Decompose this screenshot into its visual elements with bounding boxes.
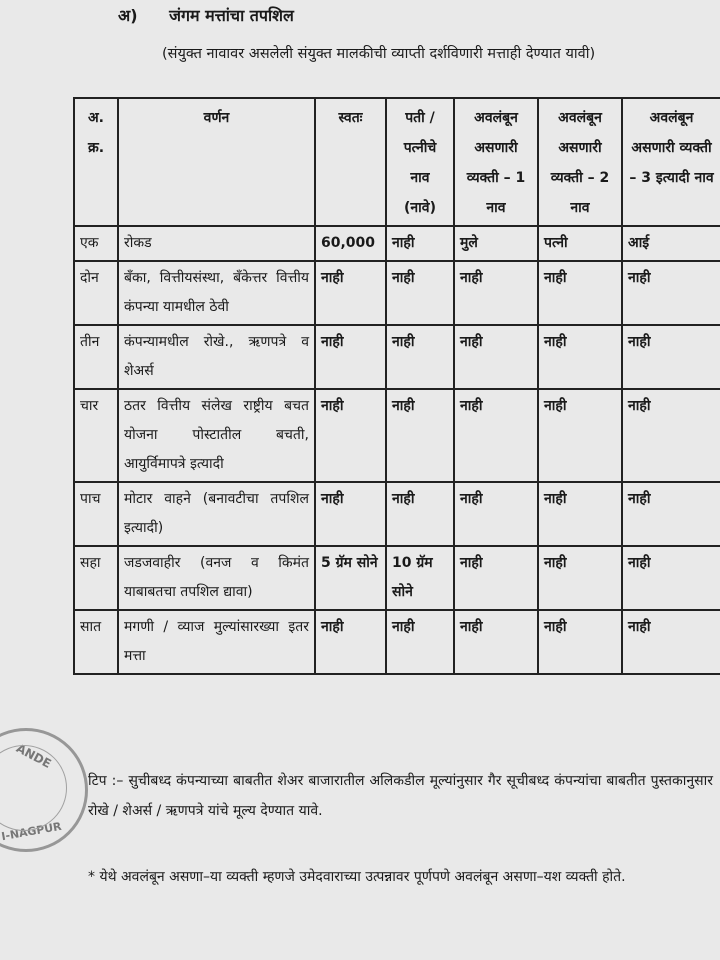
cell-self: नाही [315, 482, 386, 546]
cell-description: जडजवाहीर (वनज व किमंत याबाबतचा तपशिल द्यावा) [118, 546, 315, 610]
cell-description: ठतर वित्तीय संलेख राष्ट्रीय बचत योजना पोस्टातील बचती, आयुर्विमापत्रे इत्यादी [118, 389, 315, 482]
cell-dependent-3: नाही [622, 610, 720, 674]
cell-description: बँका, वित्तीयसंस्था, बँकेत्तर वित्तीय कंपन्या यामधील ठेवी [118, 261, 315, 325]
header-dependent-1: अवलंबून असणारी व्यक्ती – 1 नाव [454, 98, 538, 226]
cell-dependent-3: नाही [622, 325, 720, 389]
cell-dependent-2: नाही [538, 610, 622, 674]
cell-dependent-2: नाही [538, 389, 622, 482]
cell-dependent-2: नाही [538, 325, 622, 389]
cell-description: रोकड [118, 226, 315, 261]
cell-description: मगणी / व्याज मुल्यांसारख्या इतर मत्ता [118, 610, 315, 674]
cell-spouse: नाही [386, 261, 454, 325]
section-subtitle: (संयुक्त नावावर असलेली संयुक्त मालकीची व्याप्ती दर्शविणारी मत्ताही देण्यात यावी) [162, 46, 596, 62]
cell-spouse: नाही [386, 325, 454, 389]
cell-dependent-1: नाही [454, 610, 538, 674]
cell-dependent-3: नाही [622, 546, 720, 610]
cell-dependent-2: नाही [538, 261, 622, 325]
section-title: जंगम मत्तांचा तपशिल [169, 6, 294, 25]
official-stamp [0, 728, 88, 852]
table-header-row [74, 98, 720, 226]
cell-self: नाही [315, 325, 386, 389]
cell-self: नाही [315, 389, 386, 482]
cell-serial: तीन [74, 325, 118, 389]
cell-serial: दोन [74, 261, 118, 325]
cell-dependent-1: नाही [454, 325, 538, 389]
cell-dependent-1: नाही [454, 546, 538, 610]
footnote: * येथे अवलंबून असणा–या व्यक्ती म्हणजे उमेदवाराच्या उत्पन्नावर पूर्णपणे अवलंबून असणा–यश व्यक्ती होते. [88, 869, 626, 885]
cell-dependent-3: नाही [622, 261, 720, 325]
tip-note: टिप :– सुचीबध्द कंपन्याच्या बाबतीत शेअर बाजारातील अलिकडील मूल्यांनुसार गैर सूचीबध्द कंपन्यांचा बाबतीत पुस्तकानुसार रोखे / शेअर्स / ऋणपत्रे यांचे मूल्य देण्यात यावे. [88, 773, 713, 819]
cell-spouse: नाही [386, 610, 454, 674]
header-dependent-3: अवलंबून असणारी व्यक्ती – 3 इत्यादी नाव [622, 98, 720, 226]
table-row [74, 610, 720, 674]
cell-description: कंपन्यामधील रोखे., ऋणपत्रे व शेअर्स [118, 325, 315, 389]
table-row [74, 325, 720, 389]
cell-dependent-2: नाही [538, 546, 622, 610]
cell-serial: एक [74, 226, 118, 261]
cell-self: 60,000 [315, 226, 386, 261]
header-spouse: पती / पत्नीचे नाव (नावे) [386, 98, 454, 226]
table-row [74, 226, 720, 261]
cell-spouse: नाही [386, 389, 454, 482]
cell-serial: सहा [74, 546, 118, 610]
cell-self: नाही [315, 261, 386, 325]
cell-dependent-1: नाही [454, 389, 538, 482]
header-serial-no: अ. क्र. [74, 98, 118, 226]
table-row [74, 261, 720, 325]
cell-dependent-2: नाही [538, 482, 622, 546]
cell-dependent-1: नाही [454, 261, 538, 325]
cell-description: मोटार वाहने (बनावटीचा तपशिल इत्यादी) [118, 482, 315, 546]
cell-self: नाही [315, 610, 386, 674]
cell-dependent-3: आई [622, 226, 720, 261]
table-row [74, 546, 720, 610]
cell-dependent-3: नाही [622, 482, 720, 546]
section-heading [118, 4, 294, 26]
cell-self: 5 ग्रॅम सोने [315, 546, 386, 610]
cell-dependent-1: मुले [454, 226, 538, 261]
table-row [74, 389, 720, 482]
movable-assets-table [73, 97, 720, 675]
header-description: वर्णन [118, 98, 315, 226]
cell-spouse: नाही [386, 226, 454, 261]
stamp-text-bottom: I-NAGPUR [0, 819, 63, 844]
section-number: अ) [118, 6, 138, 25]
cell-serial: चार [74, 389, 118, 482]
table-row [74, 482, 720, 546]
cell-serial: सात [74, 610, 118, 674]
cell-dependent-1: नाही [454, 482, 538, 546]
cell-spouse: 10 ग्रॅम सोने [386, 546, 454, 610]
header-self: स्वतः [315, 98, 386, 226]
cell-spouse: नाही [386, 482, 454, 546]
stamp-text-top: ANDE [13, 741, 54, 771]
cell-dependent-3: नाही [622, 389, 720, 482]
cell-serial: पाच [74, 482, 118, 546]
header-dependent-2: अवलंबून असणारी व्यक्ती – 2 नाव [538, 98, 622, 226]
cell-dependent-2: पत्नी [538, 226, 622, 261]
